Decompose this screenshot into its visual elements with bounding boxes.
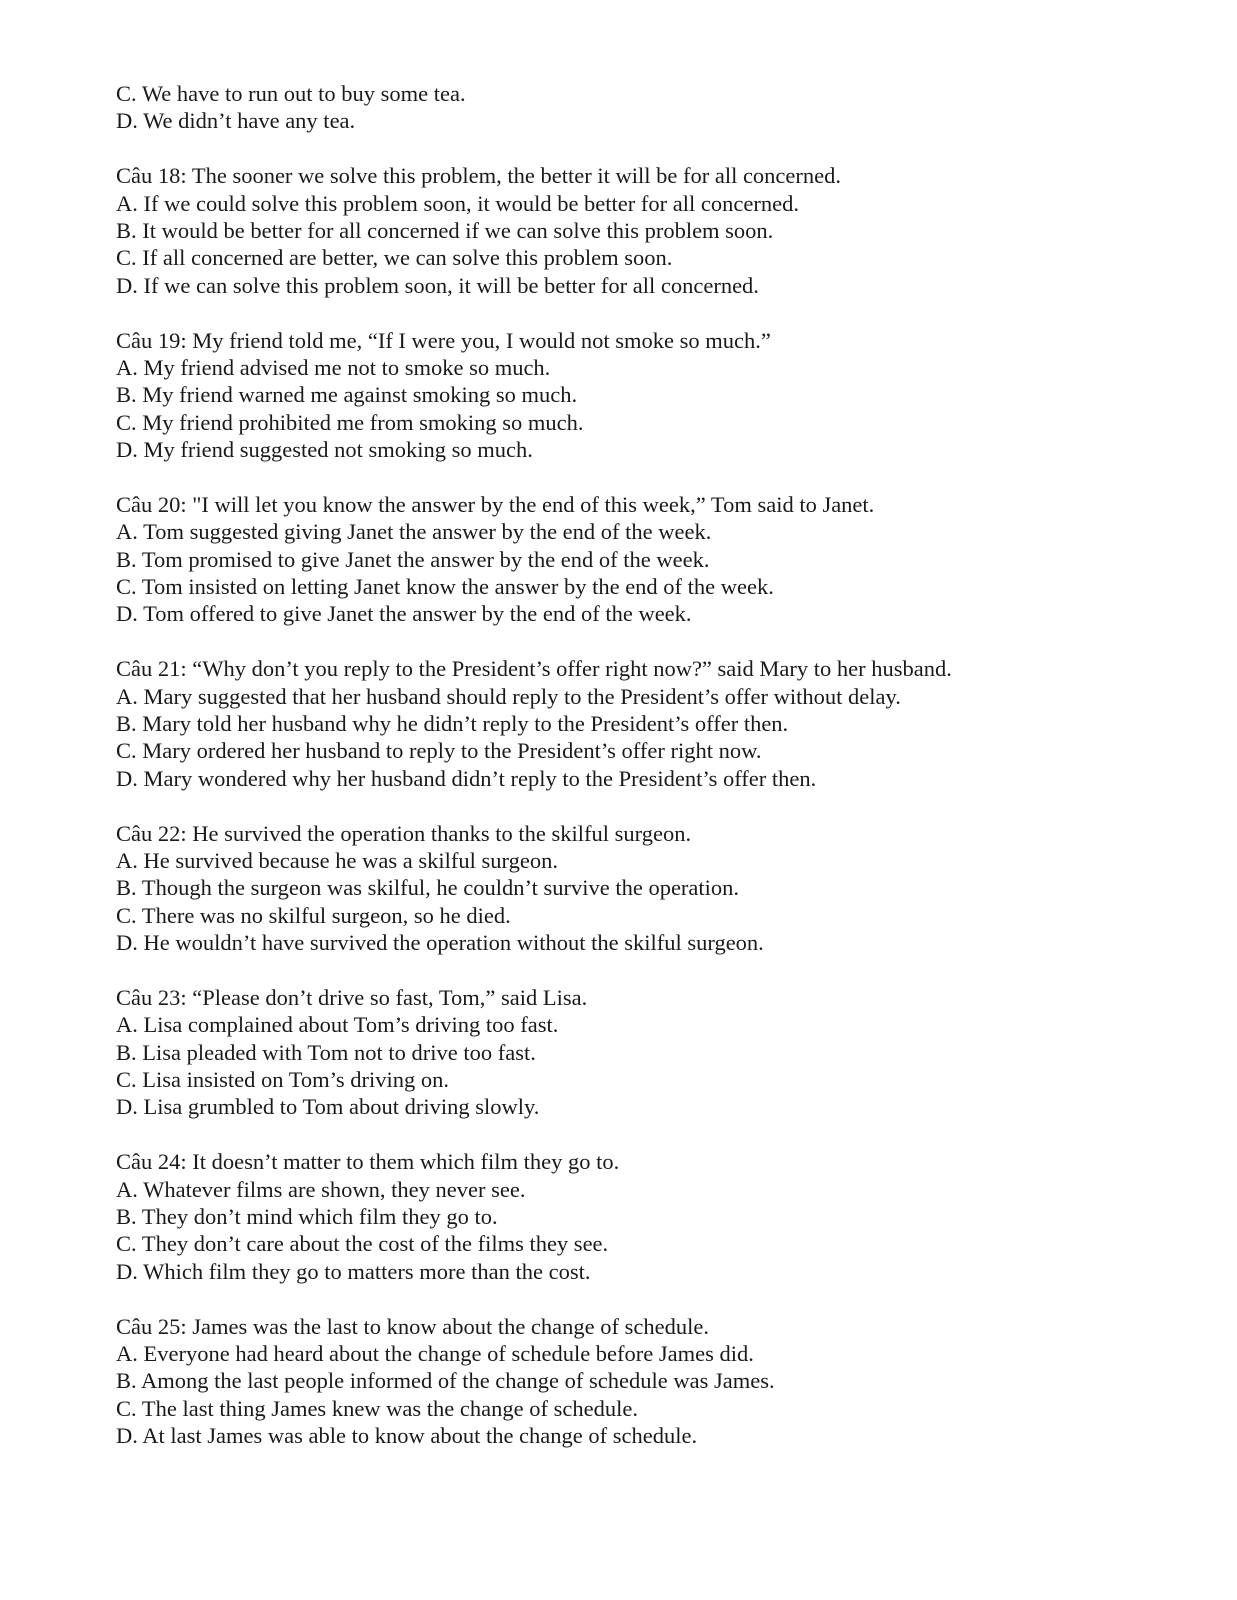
- answer-option: B. Mary told her husband why he didn’t reply to the President’s offer then.: [116, 710, 789, 736]
- question-prompt: Câu 25: James was the last to know about the change of schedule.: [116, 1313, 709, 1339]
- answer-option: C. We have to run out to buy some tea.: [116, 81, 466, 106]
- answer-option: A. Tom suggested giving Janet the answer by the end of the week.: [116, 519, 712, 545]
- answer-option: D. Which film they go to matters more than the cost.: [116, 1258, 591, 1284]
- answer-option: C. If all concerned are better, we can solve this problem soon.: [116, 245, 673, 271]
- answer-option: D. We didn’t have any tea.: [116, 108, 356, 134]
- answer-option: D. My friend suggested not smoking so much.: [116, 437, 533, 463]
- answer-option: B. It would be better for all concerned if we can solve this problem soon.: [116, 217, 774, 243]
- answer-option: C. Tom insisted on letting Janet know the answer by the end of the week.: [116, 574, 774, 600]
- answer-option: B. Among the last people informed of the change of schedule was James.: [116, 1368, 775, 1394]
- answer-option: D. If we can solve this problem soon, it will be better for all concerned.: [116, 272, 759, 298]
- answer-option: C. My friend prohibited me from smoking so much.: [116, 409, 584, 435]
- answer-option: A. If we could solve this problem soon, it would be better for all concerned.: [116, 190, 799, 216]
- answer-option: A. Whatever films are shown, they never see.: [116, 1176, 526, 1202]
- question-prompt: Câu 23: “Please don’t drive so fast, Tom,” said Lisa.: [116, 984, 588, 1010]
- question-prompt: Câu 18: The sooner we solve this problem, the better it will be for all concerned.: [116, 163, 842, 189]
- answer-option: B. My friend warned me against smoking so much.: [116, 382, 578, 408]
- answer-option: A. Mary suggested that her husband should reply to the President’s offer without delay.: [116, 683, 901, 709]
- answer-option: A. Lisa complained about Tom’s driving too fast.: [116, 1012, 559, 1038]
- answer-option: C. They don’t care about the cost of the films they see.: [116, 1231, 609, 1257]
- answer-option: C. Lisa insisted on Tom’s driving on.: [116, 1067, 450, 1093]
- question-prompt: Câu 20: "I will let you know the answer by the end of this week,” Tom said to Janet.: [116, 491, 875, 517]
- answer-option: A. My friend advised me not to smoke so much.: [116, 354, 551, 380]
- answer-option: D. He wouldn’t have survived the operation without the skilful surgeon.: [116, 930, 764, 956]
- answer-option: B. They don’t mind which film they go to.: [116, 1204, 498, 1230]
- answer-option: C. The last thing James knew was the change of schedule.: [116, 1395, 638, 1421]
- answer-option: A. Everyone had heard about the change of schedule before James did.: [116, 1340, 754, 1366]
- question-prompt: Câu 24: It doesn’t matter to them which film they go to.: [116, 1149, 620, 1175]
- question-18: [116, 162, 1206, 299]
- answer-option: B. Though the surgeon was skilful, he couldn’t survive the operation.: [116, 875, 740, 901]
- leading-options: [116, 80, 1206, 135]
- question-19: [116, 327, 1206, 464]
- question-21: [116, 655, 1206, 792]
- answer-option: A. He survived because he was a skilful surgeon.: [116, 847, 558, 873]
- answer-option: D. Tom offered to give Janet the answer by the end of the week.: [116, 601, 692, 627]
- document-page: [116, 80, 1206, 1450]
- answer-option: D. Mary wondered why her husband didn’t reply to the President’s offer then.: [116, 765, 817, 791]
- answer-option: D. Lisa grumbled to Tom about driving slowly.: [116, 1094, 540, 1120]
- answer-option: B. Tom promised to give Janet the answer by the end of the week.: [116, 546, 710, 572]
- question-23: [116, 984, 1206, 1121]
- question-prompt: Câu 22: He survived the operation thanks to the skilful surgeon.: [116, 820, 692, 846]
- answer-option: C. There was no skilful surgeon, so he died.: [116, 902, 511, 928]
- question-20: [116, 491, 1206, 628]
- answer-option: C. Mary ordered her husband to reply to the President’s offer right now.: [116, 738, 762, 764]
- question-prompt: Câu 21: “Why don’t you reply to the President’s offer right now?” said Mary to her husband.: [116, 656, 952, 682]
- question-prompt: Câu 19: My friend told me, “If I were you, I would not smoke so much.”: [116, 327, 771, 353]
- question-22: [116, 820, 1206, 957]
- question-25: [116, 1313, 1206, 1450]
- answer-option: B. Lisa pleaded with Tom not to drive too fast.: [116, 1039, 536, 1065]
- answer-option: D. At last James was able to know about the change of schedule.: [116, 1423, 698, 1449]
- question-24: [116, 1148, 1206, 1285]
